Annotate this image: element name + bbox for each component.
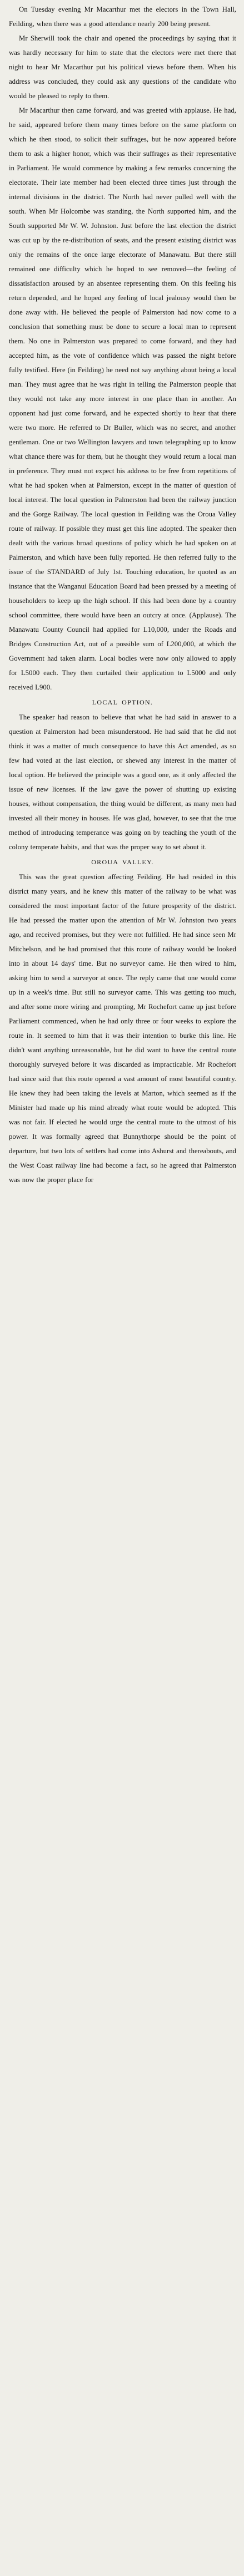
article-paragraph-oroua-valley: This was the great question affecting Feilding. He had resided in this district many years, and he knew this matter of the railway to be what was considered the most important factor of the future prosperity of the district. He had pressed the matter upon the attention of Mr W. Johnston two years ago, and received promises, but they were not fulfilled. He had since seen Mr Mitchelson, and he had promised that this route of railway would be looked into in about 14 days' time. But no surveyor came. He then wired to him, asking him to send a surveyor at once. The reply came that one would come up in a week's time. But still no surveyor came. This was getting too much, and after some more wiring and prompting, Mr Rochefort came up just before Parliament commenced, when he had only three or four weeks to explore the route in. It seemed to him that it was their intention to burke this line. He didn't want anything unreasonable, but he did want to have the central route thoroughly surveyed before it was discarded as impracticable. Mr Rochefort had since said that this route opened a vast amount of most beautiful country. He knew they had been taking the levels at Marton, which seemed as if the Minister had made up his mind already what route would be adopted. This was not fair. If elected he would urge the central route to the utmost of his power. It was formally agreed that Bunnythorpe should be the point of departure, but two lots of settlers had come into Ashurst and thereabouts, and the West Coast railway line had become a fact, so he agreed that Palmerston was now the proper place for [9, 873, 236, 1184]
article-paragraph-local-option: The speaker had reason to believe that what he had said in answer to a question at Palmerston had been misunderstood. He had said that he did not think it was a matter of much consequence to have this Act amended, as so few had voted at the last election, or shewed any interest in the matter of local option. He believed the principle was a good one, as it only affected the issue of new licenses. If the law gave the power of shutting up existing houses, without compensation, the thing would be different, as many men had invested all their money in houses. He was glad, however, to see that the true method of introducing temperance was going on by teaching the youth of the colony temperate habits, and that was the proper way to set about it. [9, 713, 236, 851]
section-heading-oroua-valley: OROUA VALLEY. [91, 858, 154, 866]
article-paragraph-chair: Mr Sherwill took the chair and opened the proceedings by saying that it was hardly necessary for him to state that the electors were met there that night to hear Mr Macarthur put his political views before them. When his address was concluded, they could ask any questions of the candidate who would be pleased to reply to them. [9, 34, 236, 100]
section-heading-local-option: LOCAL OPTION. [92, 698, 153, 706]
article-paragraph-address: Mr Macarthur then came forward, and was greeted with applause. He had, he said, appeared before them many times before on the same platform on which he then stood, to solicit their suffrages, but he now appeared before them to ask a higher honor, which was their suffrages as their representative in Parliament. He would commence by making a few remarks concerning the electorate. Their late member had been elected three times just through the internal divisions in the district. The North had never pulled well with the south. When Mr Holcombe was standing, the North supported him, and the South supported Mr W. W. Johnston. Just before the last election the district was cut up by the re-distribution of seats, and the present existing district was only the remains of the once large electorate of Manawatu. But there still remained one difficulty which he hoped to see removed—the feeling of dissatisfaction aroused by an absentee representing them. On this feeling his return depended, and he hoped any feeling of local jealousy would then be done away with. He believed the people of Palmerston had now come to a conclusion that something must be done to secure a local man to represent them. No one in Palmerston was prepared to come forward, and they had accepted him, as the vote of confidence which was passed the night before fully testified. Here (in Feilding) he need not say anything about being a local man. They must agree that he was right in telling the Palmerston people that they would not take any more interest in one place than in another. An opponent had just come forward, and he expected shortly to hear that there were two more. He referred to Dr Buller, which was no secret, and another gentleman. One or two Wellington lawyers and town telegraphing up to know what chance there was for them, but he thought they would return a local man in preference. They must not expect his address to be free from repetitions of what he had spoken when at Palmerston, except in the matter of question of local interest. The local question in Palmerston had been the railway junction and the Gorge Railway. The local question in Feilding was the Oroua Valley route of railway. If possible they must get this line adopted. The speaker then dealt with the various broad questions of policy which he had spoken on at Palmerston, and which have been fully reported. He then referred fully to the issue of the STANDARD of July 1st. Touching education, he quoted as an instance that the Wanganui Education Board had been pressed by a meeting of householders to keep up the high school. If this had been done by a country school committee, there would have been an outcry at once. (Applause). The Manawatu County Council had applied for L10,000, under the Roads and Bridges Construction Act, out of a possible sum of L200,000, at which the Government had taken alarm. Local bodies were now only allowed to apply for L5000 each. They then curtailed their application to L5000 and only received L900. [9, 107, 236, 691]
article-paragraph-opening: On Tuesday evening Mr Macarthur met the electors in the Town Hall, Feilding, when there was a good attendance nearly 200 being present. [9, 6, 236, 28]
